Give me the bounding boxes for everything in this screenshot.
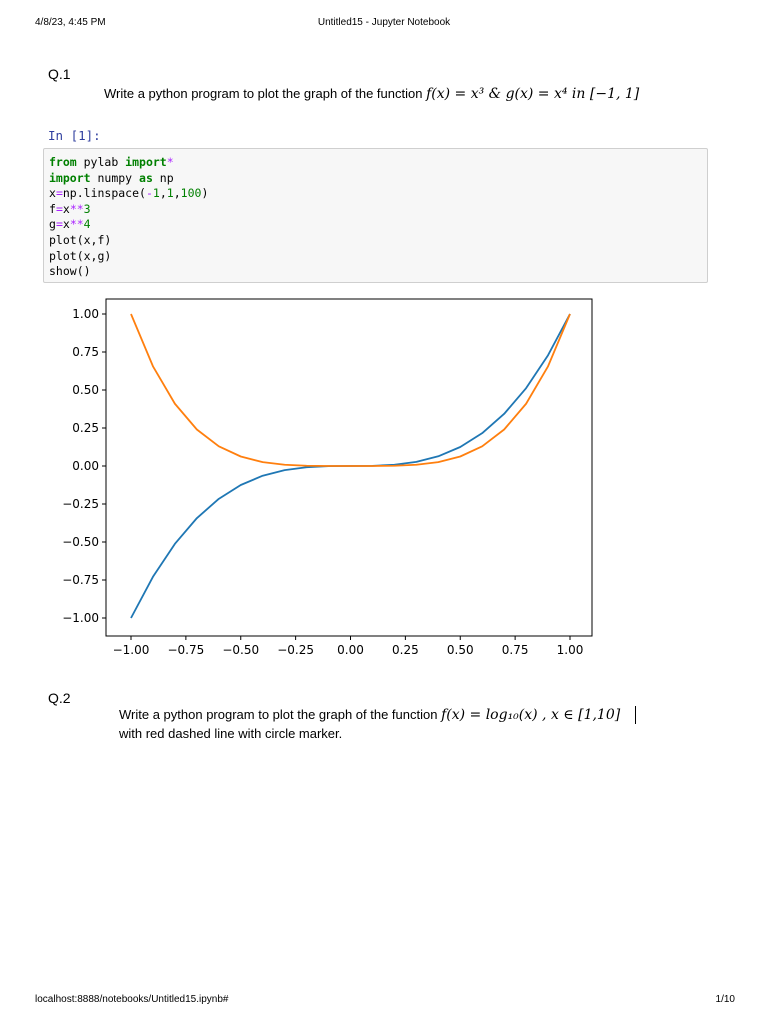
- code-line-5: g=x**4: [49, 217, 91, 232]
- cell-prompt: In [1]:: [48, 128, 101, 143]
- question-2-line2: with red dashed line with circle marker.: [119, 726, 343, 741]
- question-2-prefix: Write a python program to plot the graph of the function: [119, 707, 442, 722]
- series-line-2: [131, 314, 570, 466]
- print-url: localhost:8888/notebooks/Untitled15.ipynb#: [35, 994, 229, 1005]
- print-datetime: 4/8/23, 4:45 PM: [35, 17, 106, 28]
- code-cell[interactable]: [43, 148, 708, 283]
- print-title: Untitled15 - Jupyter Notebook: [317, 17, 451, 28]
- plot-frame: [106, 299, 592, 636]
- code-line-4: f=x**3: [49, 201, 91, 216]
- x-tick-label: 0.00: [337, 643, 364, 657]
- code-line-3: x=np.linspace(-1,1,100): [49, 186, 209, 201]
- x-tick-label: 1.00: [556, 643, 584, 657]
- code-line-8: show(): [49, 264, 91, 279]
- question-2-label: Q.2: [48, 690, 71, 706]
- y-tick-label: 1.00: [72, 307, 99, 321]
- y-tick-label: 0.75: [72, 345, 99, 359]
- plot-axes: [106, 299, 592, 636]
- y-tick-label: −0.50: [62, 535, 99, 549]
- code-line-1: from pylab import*: [49, 155, 174, 169]
- question-1-text: [104, 86, 639, 102]
- x-tick-label: 0.50: [446, 643, 474, 657]
- question-2-text: [119, 707, 620, 723]
- code-line-7: plot(x,g): [49, 248, 112, 263]
- plot-series: [131, 314, 570, 618]
- y-tick-label: 0.00: [72, 459, 99, 473]
- x-tick-label: 0.75: [501, 643, 529, 657]
- y-tick-label: −0.75: [62, 573, 99, 587]
- y-tick-label: −0.25: [62, 497, 99, 511]
- output-plot: [60, 296, 610, 671]
- y-tick-label: 0.25: [72, 421, 99, 435]
- x-tick-label: 0.25: [392, 643, 419, 657]
- code-block[interactable]: [49, 155, 208, 280]
- x-tick-label: −1.00: [112, 643, 150, 657]
- y-tick-label: 0.50: [72, 383, 99, 397]
- question-2-math: f(x) = log₁₀(x) , x ∈ [1,10]: [441, 707, 621, 723]
- y-tick-label: −1.00: [62, 611, 99, 625]
- question-1-math: f(x) = x³ & g(x) = x⁴ in [−1, 1]: [426, 86, 640, 102]
- code-line-6: plot(x,f): [49, 232, 112, 247]
- question-1-label: Q.1: [48, 66, 71, 82]
- code-line-2: import numpy as np: [49, 170, 174, 185]
- plot-ticks: [62, 307, 583, 657]
- x-tick-label: −0.50: [222, 643, 260, 657]
- x-tick-label: −0.75: [167, 643, 205, 657]
- print-page-number: 1/10: [715, 994, 735, 1005]
- x-tick-label: −0.25: [277, 643, 315, 657]
- question-1-prefix: Write a python program to plot the graph of the function: [104, 86, 427, 101]
- text-cursor: [635, 706, 636, 724]
